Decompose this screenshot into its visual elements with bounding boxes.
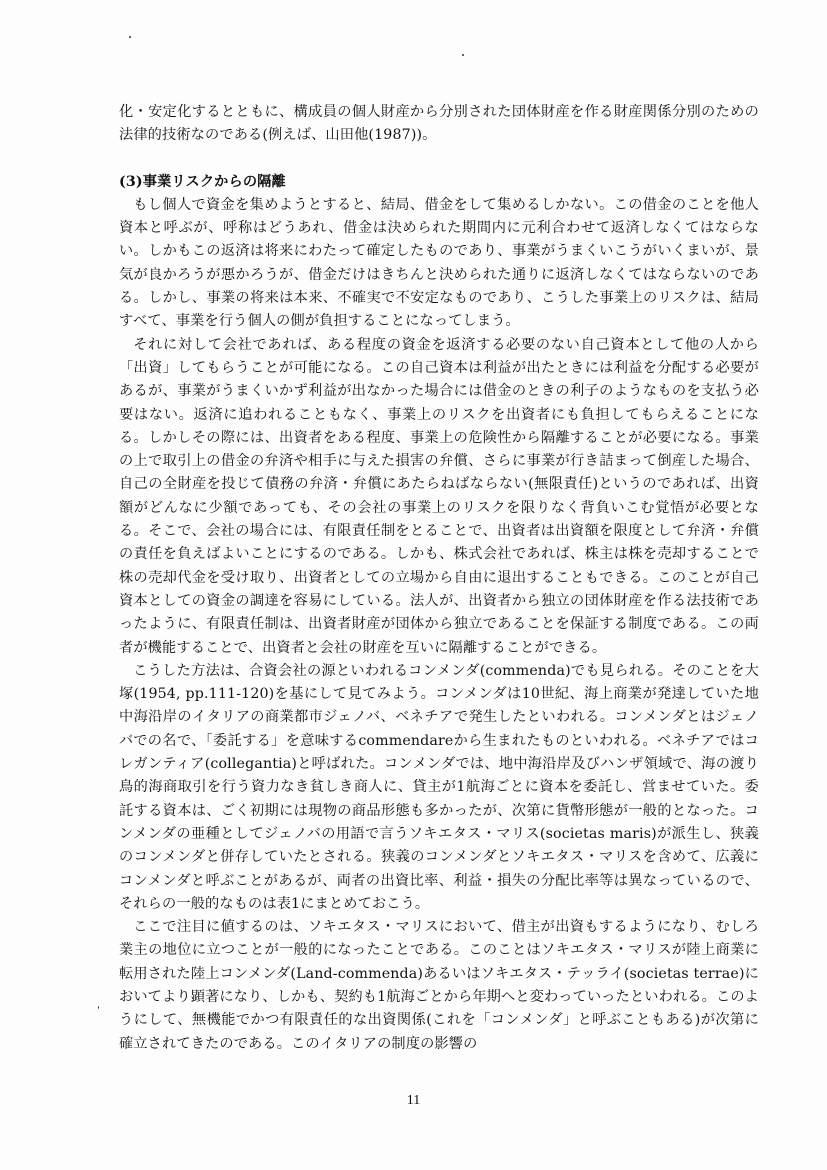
body-text <box>119 101 759 1056</box>
paragraph-personal-funding: もし個人で資金を集めようとすると、結局、借金をして集めるしかない。この借金のことを他人資本と呼ぶが、呼称はどうあれ、借金は決められた期間内に元利合わせて返済しなくてはならない。しかもこの返済は将来にわたって確定したものであり、事業がうまくいこうがいくまいが、景気が良かろうが悪かろうが、借金だけはきちんと決められた通りに返済しなくてはならないのである。しかし、事業の将来は本来、不確実で不安定なものであり、こうした事業上のリスクは、結局すべて、事業を行う個人の側が負担することになってしまう。 <box>119 196 759 330</box>
section-spacer <box>119 148 759 171</box>
section-heading: (3)事業リスクからの隔離 <box>119 173 286 190</box>
opening-paragraph: 化・安定化するとともに、構成員の個人財産から分別された団体財産を作る財産関係分別のための法律的技術なのである(例えば、山田他(1987))。 <box>119 104 759 144</box>
page-number: 11 <box>406 1093 421 1108</box>
scan-speck <box>129 36 131 38</box>
paragraph-societas: ここで注目に値するのは、ソキエタス・マリスにおいて、借主が出資もするようになり、むしろ業主の地位に立つことが一般的になったことである。このことはソキエタス・マリスが陸上商業に転用された陸上コンメンダ(Land-commenda)あるいはソキエタス・テッライ(societas terrae)においてより顕著になり、しかも、契約も1航海ごとから年期へと変わっていったといわれる。このようにして、無機能でかつ有限責任的な出資関係(これを「コンメンダ」と呼ぶこともある)が次第に確立されてきたのである。このイタリアの制度の影響の <box>119 919 759 1052</box>
paragraph-commenda: こうした方法は、合資会社の源といわれるコンメンダ(commenda)でも見られる。そのことを大塚(1954, pp.111-120)を基にして見てみよう。コンメンダは10世紀、海上商業が発達していた地中海沿岸のイタリアの商業都市ジェノバ、ベネチアで発生したといわれる。コンメンダとはジェノバでの名で、「委託する」を意味するcommendareから生まれたものといわれる。ベネチアではコレガンティア(collegantia)と呼ばれた。コンメンダでは、地中海沿岸及びハンザ領域で、海の渡り鳥的海商取引を行う資力なき貧しき商人に、貸主が1航海ごとに資本を委託し、営ませていた。委託する資本は、ごく初期には現物の商品形態も多かったが、次第に貨幣形態が一般的となった。コンメンダの亜種としてジェノバの用語で言うソキエタス・マリス(societas maris)が派生し、狭義のコンメンダと併存していたとされる。狭義のコンメンダとソキエタス・マリスを含めて、広義にコンメンダと呼ぶことがあるが、両者の出資比率、利益・損失の分配比率等は異なっているので、それらの一般的なものは表1にまとめておこう。 <box>119 662 759 912</box>
paragraph-company-equity: それに対して会社であれば、ある程度の資金を返済する必要のない自己資本として他の人から「出資」してもらうことが可能になる。この自己資本は利益が出たときには利益を分配する必要があるが、事業がうまくいかず利益が出なかった場合には借金のときの利子のようなものを支払う必要はない。返済に追われることもなく、事業上のリスクを出資者にも負担してもらえることになる。しかしその際には、出資者をある程度、事業上の危険性から隔離することが必要になる。事業の上で取引上の借金の弁済や相手に与えた損害の弁償、さらに事業が行き詰まって倒産した場合、自己の全財産を投じて債務の弁済・弁償にあたらねばならない(無限責任)というのであれば、出資額がどんなに少額であっても、その会社の事業上のリスクを限りなく背負いこむ覚悟が必要となる。そこで、会社の場合には、有限責任制をとることで、出資者は出資額を限度として弁済・弁償の責任を負えばよいことにするのである。しかも、株式会社であれば、株主は株を売却することで株の売却代金を受け取り、出資者としての立場から自由に退出することもできる。このことが自己資本としての資金の調達を容易にしている。法人が、出資者から独立の団体財産を作る法技術であったように、有限責任制は、出資者財産が団体から独立であることを保証する制度である。この両者が機能することで、出資者と会社の財産を互いに隔離することができる。 <box>119 336 759 656</box>
scan-speck <box>462 54 464 56</box>
scan-speck <box>98 1006 99 1009</box>
